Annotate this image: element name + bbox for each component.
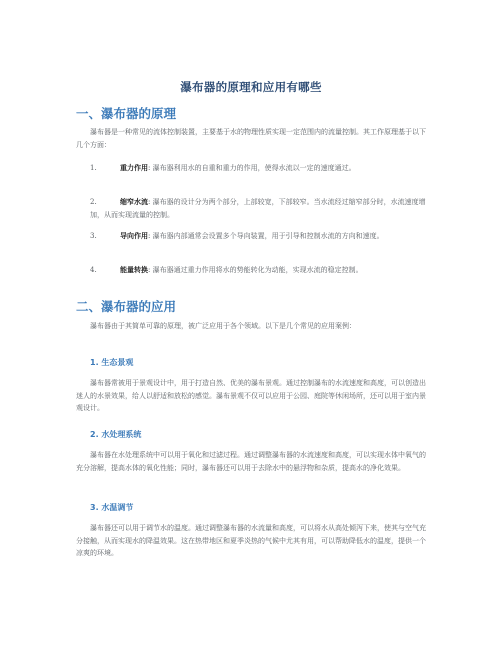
item-number: 1. [90, 164, 97, 172]
item-number: 2. [90, 198, 97, 206]
section2-intro: 瀑布器由于其简单可靠的原理，被广泛应用于各个领域。以下是几个常见的应用案例： [90, 322, 356, 330]
application-heading-3: 3. 水温调节 [90, 503, 134, 512]
principle-item-3 [90, 230, 430, 243]
page-title: 瀑布器的原理和应用有哪些 [180, 80, 322, 94]
application-text-1: 瀑布器常被用于景观设计中，用于打造自然、优美的瀑布景观。通过控制瀑布的水流速度和高度，可以创造出迷人的水景效果，给人以舒适和放松的感觉。瀑布景观不仅可以应用于公园、庭院等休闲场所，还可以用于室内景观设计。 [76, 379, 426, 413]
section2-heading: 二、瀑布器的应用 [76, 299, 177, 314]
application-text-3: 瀑布器还可以用于调节水的温度。通过调整瀑布器的水流量和高度，可以将水从高处倾泻下来，使其与空气充分接触，从而实现水的降温效果。这在热带地区和夏季炎热的气候中尤其有用，可以帮助降低水的温度，提供一个凉爽的环境。 [76, 524, 426, 558]
principle-item-4 [90, 264, 430, 277]
item-term: 导向作用 [120, 232, 148, 240]
application-heading-1: 1. 生态景观 [90, 358, 134, 367]
principle-item-2 [90, 196, 430, 221]
application-text-2: 瀑布器在水处理系统中可以用于氧化和过滤过程。通过调整瀑布器的水流速度和高度，可以实现水体中氧气的充分溶解，提高水体的氧化性能；同时，瀑布器还可以用于去除水中的悬浮物和杂质，提高水的净化效果。 [76, 451, 426, 472]
item-number: 3. [90, 232, 97, 240]
item-text: : 瀑布器的设计分为两个部分，上部较宽，下部较窄。当水流经过缩窄部分时，水流速度增加，从而实现流量的控制。 [90, 198, 426, 219]
section1-intro: 瀑布器是一种常见的流体控制装置，主要基于水的物理性质实现一定范围内的流量控制。其工作原理基于以下几个方面： [76, 128, 426, 149]
section1-heading: 一、瀑布器的原理 [76, 106, 177, 121]
item-text: : 瀑布器通过重力作用将水的势能转化为动能，实现水流的稳定控制。 [148, 266, 363, 274]
item-text: : 瀑布器利用水的自重和重力的作用，使得水流以一定的速度通过。 [148, 164, 356, 172]
item-text: : 瀑布器内部通常会设置多个导向装置，用于引导和控制水流的方向和速度。 [148, 232, 384, 240]
item-number: 4. [90, 266, 97, 274]
item-term: 重力作用 [120, 164, 148, 172]
item-term: 缩窄水流 [120, 198, 148, 206]
item-term: 能量转换 [120, 266, 148, 274]
application-heading-2: 2. 水处理系统 [90, 430, 142, 439]
principle-item-1 [90, 162, 430, 175]
